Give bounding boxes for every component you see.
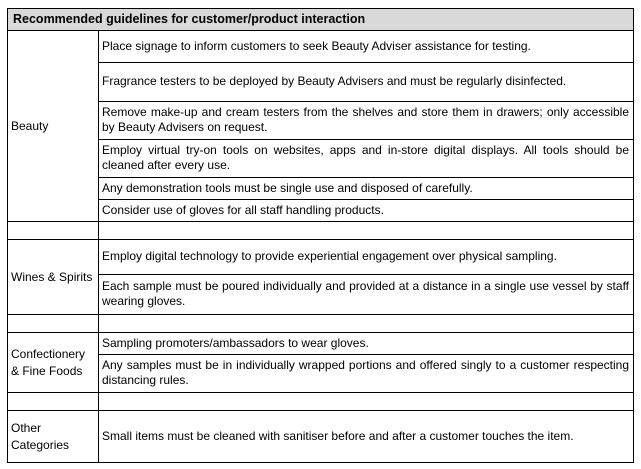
table-row [8,275,634,315]
guideline-item: Employ virtual try-on tools on websites, apps and in-store digital displays. All tools should be cleaned after every use. [99,140,634,178]
spacer-cell [8,222,99,240]
guideline-item: Employ digital technology to provide experiential engagement over physical sampling. [99,240,634,275]
guideline-item: Small items must be cleaned with sanitiser before and after a customer touches the item. [99,411,634,463]
guideline-item: Place signage to inform customers to seek Beauty Adviser assistance for testing. [99,31,634,63]
spacer-cell [8,393,99,411]
table-row [8,31,634,63]
spacer-row [8,222,634,240]
guideline-item: Consider use of gloves for all staff handling products. [99,200,634,222]
spacer-cell [99,222,634,240]
category-other: Other Categories [8,411,99,463]
table-row [8,411,634,463]
guideline-item: Remove make-up and cream testers from the shelves and store them in drawers; only accessible by Beauty Advisers on request. [99,102,634,140]
table-row [8,240,634,275]
guideline-item: Any demonstration tools must be single use and disposed of carefully. [99,178,634,200]
guideline-item: Sampling promoters/ambassadors to wear gloves. [99,333,634,355]
spacer-row [8,393,634,411]
table-row [8,178,634,200]
guideline-item: Each sample must be poured individually and provided at a distance in a single use vessel by staff wearing gloves. [99,275,634,315]
table-row [8,333,634,355]
category-wines-spirits: Wines & Spirits [8,240,99,315]
table-title: Recommended guidelines for customer/product interaction [8,9,634,31]
guidelines-table [7,8,634,463]
guideline-item: Any samples must be in individually wrapped portions and offered singly to a customer respecting distancing rules. [99,355,634,393]
spacer-cell [99,315,634,333]
table-row [8,102,634,140]
table-row [8,140,634,178]
table-header-row [8,9,634,31]
table-row [8,200,634,222]
table-row [8,63,634,102]
spacer-cell [8,315,99,333]
spacer-cell [99,393,634,411]
category-confectionery: Confectionery & Fine Foods [8,333,99,393]
spacer-row [8,315,634,333]
guideline-item: Fragrance testers to be deployed by Beauty Advisers and must be regularly disinfected. [99,63,634,102]
table-row [8,355,634,393]
category-beauty: Beauty [8,31,99,222]
